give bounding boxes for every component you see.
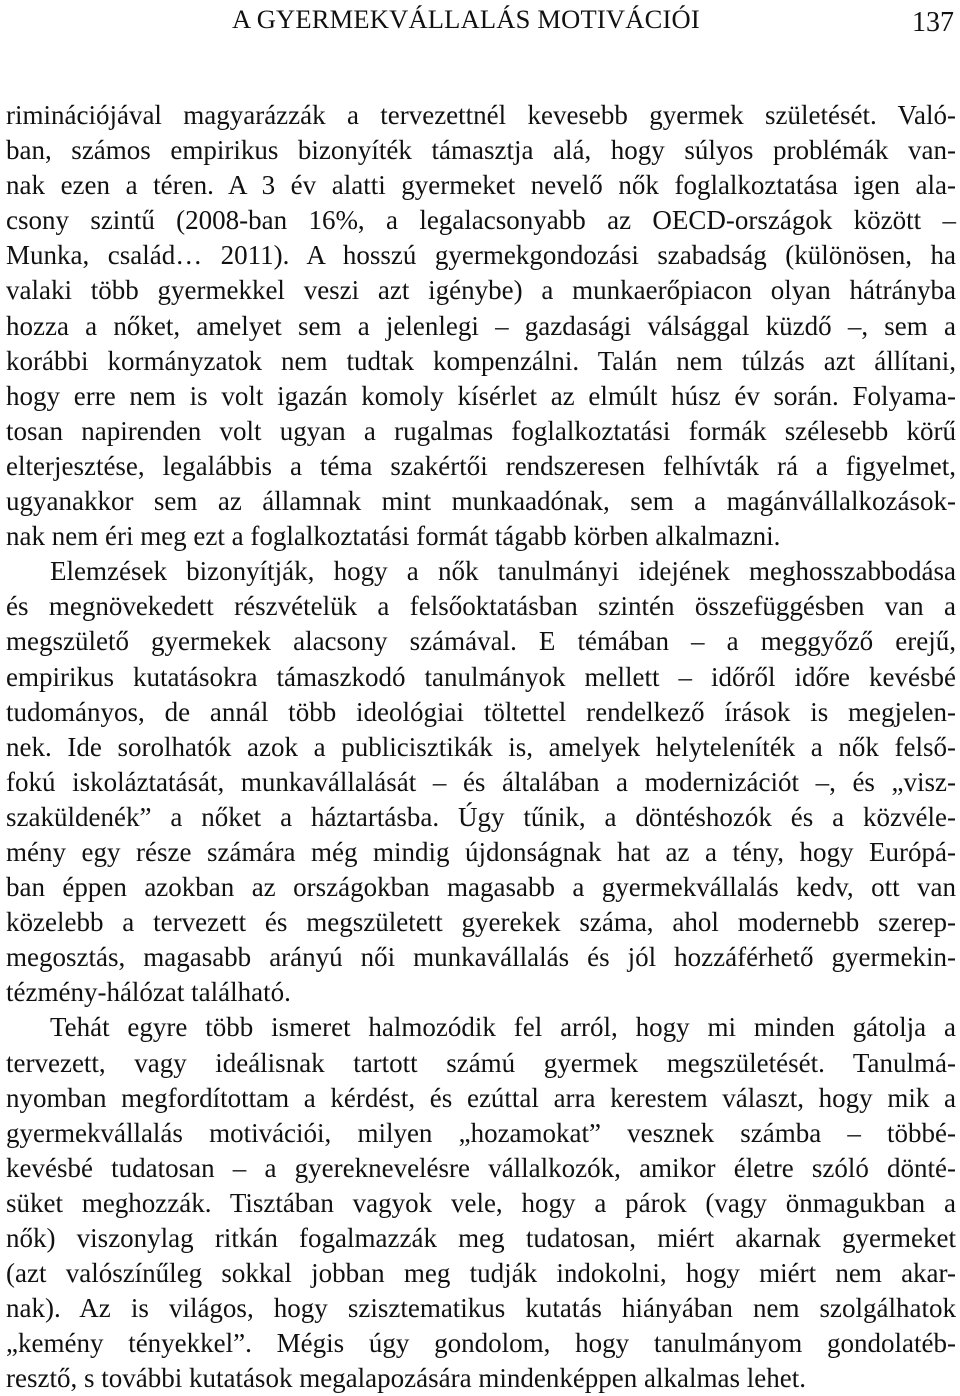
text-line [0,1010,960,1045]
text-line-content: kevésbé tudatosan – a gyereknevelésre vállalkozók, amikor életre szóló dönté- [6,1152,956,1183]
text-line-content: Munka, család… 2011). A hosszú gyermekgondozási szabadság (különösen, ha [6,240,956,271]
text-line [0,730,960,765]
text-line-content: tudományos, de annál több ideológiai töltettel rendelkező írások is megjelen- [6,696,956,727]
page-number: 137 [912,7,954,38]
text-line-content: tervezett, vagy ideálisnak tartott számú gyermek megszületését. Tanulmá- [6,1047,956,1078]
text-line-content: megosztás, magasabb arányú női munkavállalás és jól hozzáférhető gyermekin- [6,942,956,973]
body-text [0,98,960,1396]
text-line-content: empirikus kutatásokra támaszkodó tanulmányok mellett – időről időre kevésbé [6,661,956,692]
text-line [0,484,960,519]
text-line [0,168,960,203]
text-line [0,589,960,624]
text-line [0,1221,960,1256]
text-line [0,309,960,344]
text-line-content: ban éppen azokban az országokban magasabb a gyermekvállalás kedv, ott van [6,872,956,903]
text-line [0,379,960,414]
text-line [0,695,960,730]
text-line-content: Tehát egyre több ismeret halmozódik fel arról, hogy mi minden gátolja a [50,1012,956,1043]
text-line-content: nők) viszonylag ritkán fogalmazzák meg tudatosan, miért akarnak gyermeket [6,1223,956,1253]
text-line-content: riminációjával magyarázzák a tervezettnél kevesebb gyermek születését. Való- [6,100,956,130]
text-line-content: ban, számos empirikus bizonyíték támasztja alá, hogy súlyos problémák van- [6,135,956,166]
text-line [0,624,960,659]
running-header [6,0,956,44]
text-line [0,203,960,238]
text-line-content: nak). Az is világos, hogy szisztematikus kutatás hiányában nem szolgálhatok [6,1293,956,1324]
text-line [0,98,960,133]
text-line-content: csony szintű (2008-ban 16%, a legalacsonyabb az OECD-országok között – [6,205,956,236]
text-line-content: mény egy része számára még mindig újdonságnak hat az a tény, hogy Európá- [6,836,956,867]
text-line [0,1116,960,1151]
text-line-content: megszülető gyermekek alacsony számával. E témában – a meggyőző erejű, [6,626,956,657]
text-line [0,765,960,800]
text-line-content: Elemzések bizonyítják, hogy a nők tanulmányi idejének meghosszabbodása [50,556,956,587]
text-line [0,1256,960,1291]
text-line-content: nek. Ide sorolhatók azok a publicisztikák is, amelyek helyteleníték a nők felső- [6,731,956,762]
text-line [0,800,960,835]
text-line [0,273,960,308]
text-line [0,835,960,870]
text-line-content: hozza a nőket, amelyet sem a jelenlegi – gazdasági válsággal küzdő –, sem a [6,310,956,341]
text-line-content: fokú iskoláztatását, munkavállalását – és általában a modernizációt –, és „visz- [6,766,956,797]
text-line-content: tosan napirenden volt ugyan a rugalmas foglalkoztatási formák szélesebb körű [6,415,956,446]
text-line-content: korábbi kormányzatok nem tudtak kompenzálni. Talán nem túlzás azt állítani, [6,345,956,376]
running-title: A GYERMEKVÁLLALÁS MOTIVÁCIÓI [232,4,700,34]
text-line-content: valaki több gyermekkel veszi azt igénybe) a munkaerőpiacon olyan hátrányba [6,275,956,306]
text-line [0,1046,960,1081]
text-line [0,1186,960,1221]
text-line [0,414,960,449]
text-line-content: szaküldenék” a nőket a háztartásba. Úgy tűnik, a döntéshozók és a közvéle- [6,801,956,832]
text-line [0,940,960,975]
text-line-content: „kemény tényekkel”. Mégis úgy gondolom, hogy tanulmányom gondolatéb- [6,1328,956,1359]
text-line [0,660,960,695]
text-line [0,975,960,1010]
text-line [0,905,960,940]
text-line-content: gyermekvállalás motivációi, milyen „hozamokat” vesznek számba – többé- [6,1117,956,1148]
text-line [0,519,960,554]
text-line-content: hogy erre nem is volt igazán komoly kísérlet az elmúlt húsz év során. Folyama- [6,380,956,411]
text-line-content: (azt valószínűleg sokkal jobban meg tudják indokolni, hogy miért nem akar- [6,1258,956,1289]
text-line [0,554,960,589]
text-line [0,1151,960,1186]
text-line-content: nyomban megfordítottam a kérdést, és ezúttal arra kerestem választ, hogy mik a [6,1082,956,1113]
text-line [0,344,960,379]
text-line [0,870,960,905]
text-line-content: elterjesztése, legalábbis a téma szakértői rendszeresen felhívták rá a figyelmet, [6,450,956,481]
text-line [0,1326,960,1361]
text-line [0,1081,960,1116]
text-line-content: nak nem éri meg ezt a foglalkoztatási formát tágabb körben alkalmazni. [6,521,781,552]
text-line-content: ugyanakkor sem az államnak mint munkaadónak, sem a magánvállalkozások- [6,486,956,517]
text-line [0,238,960,273]
text-line-content: nak ezen a téren. A 3 év alatti gyermeket nevelő nők foglalkoztatása igen ala- [6,170,956,201]
text-line [0,1291,960,1326]
text-line [0,1361,960,1396]
text-line [0,133,960,168]
text-line-content: közelebb a tervezett és megszületett gyerekek száma, ahol modernebb szerep- [6,907,956,938]
text-line-content: és megnövekedett részvételük a felsőoktatásban szintén összefüggésben van a [6,591,956,622]
text-line-content: resztő, s további kutatások megalapozására mindenképpen alkalmas lehet. [6,1363,806,1394]
text-line-content: tézmény-hálózat található. [6,977,291,1008]
text-line-content: süket meghozzák. Tisztában vagyok vele, hogy a párok (vagy önmagukban a [6,1187,956,1218]
text-line [0,449,960,484]
